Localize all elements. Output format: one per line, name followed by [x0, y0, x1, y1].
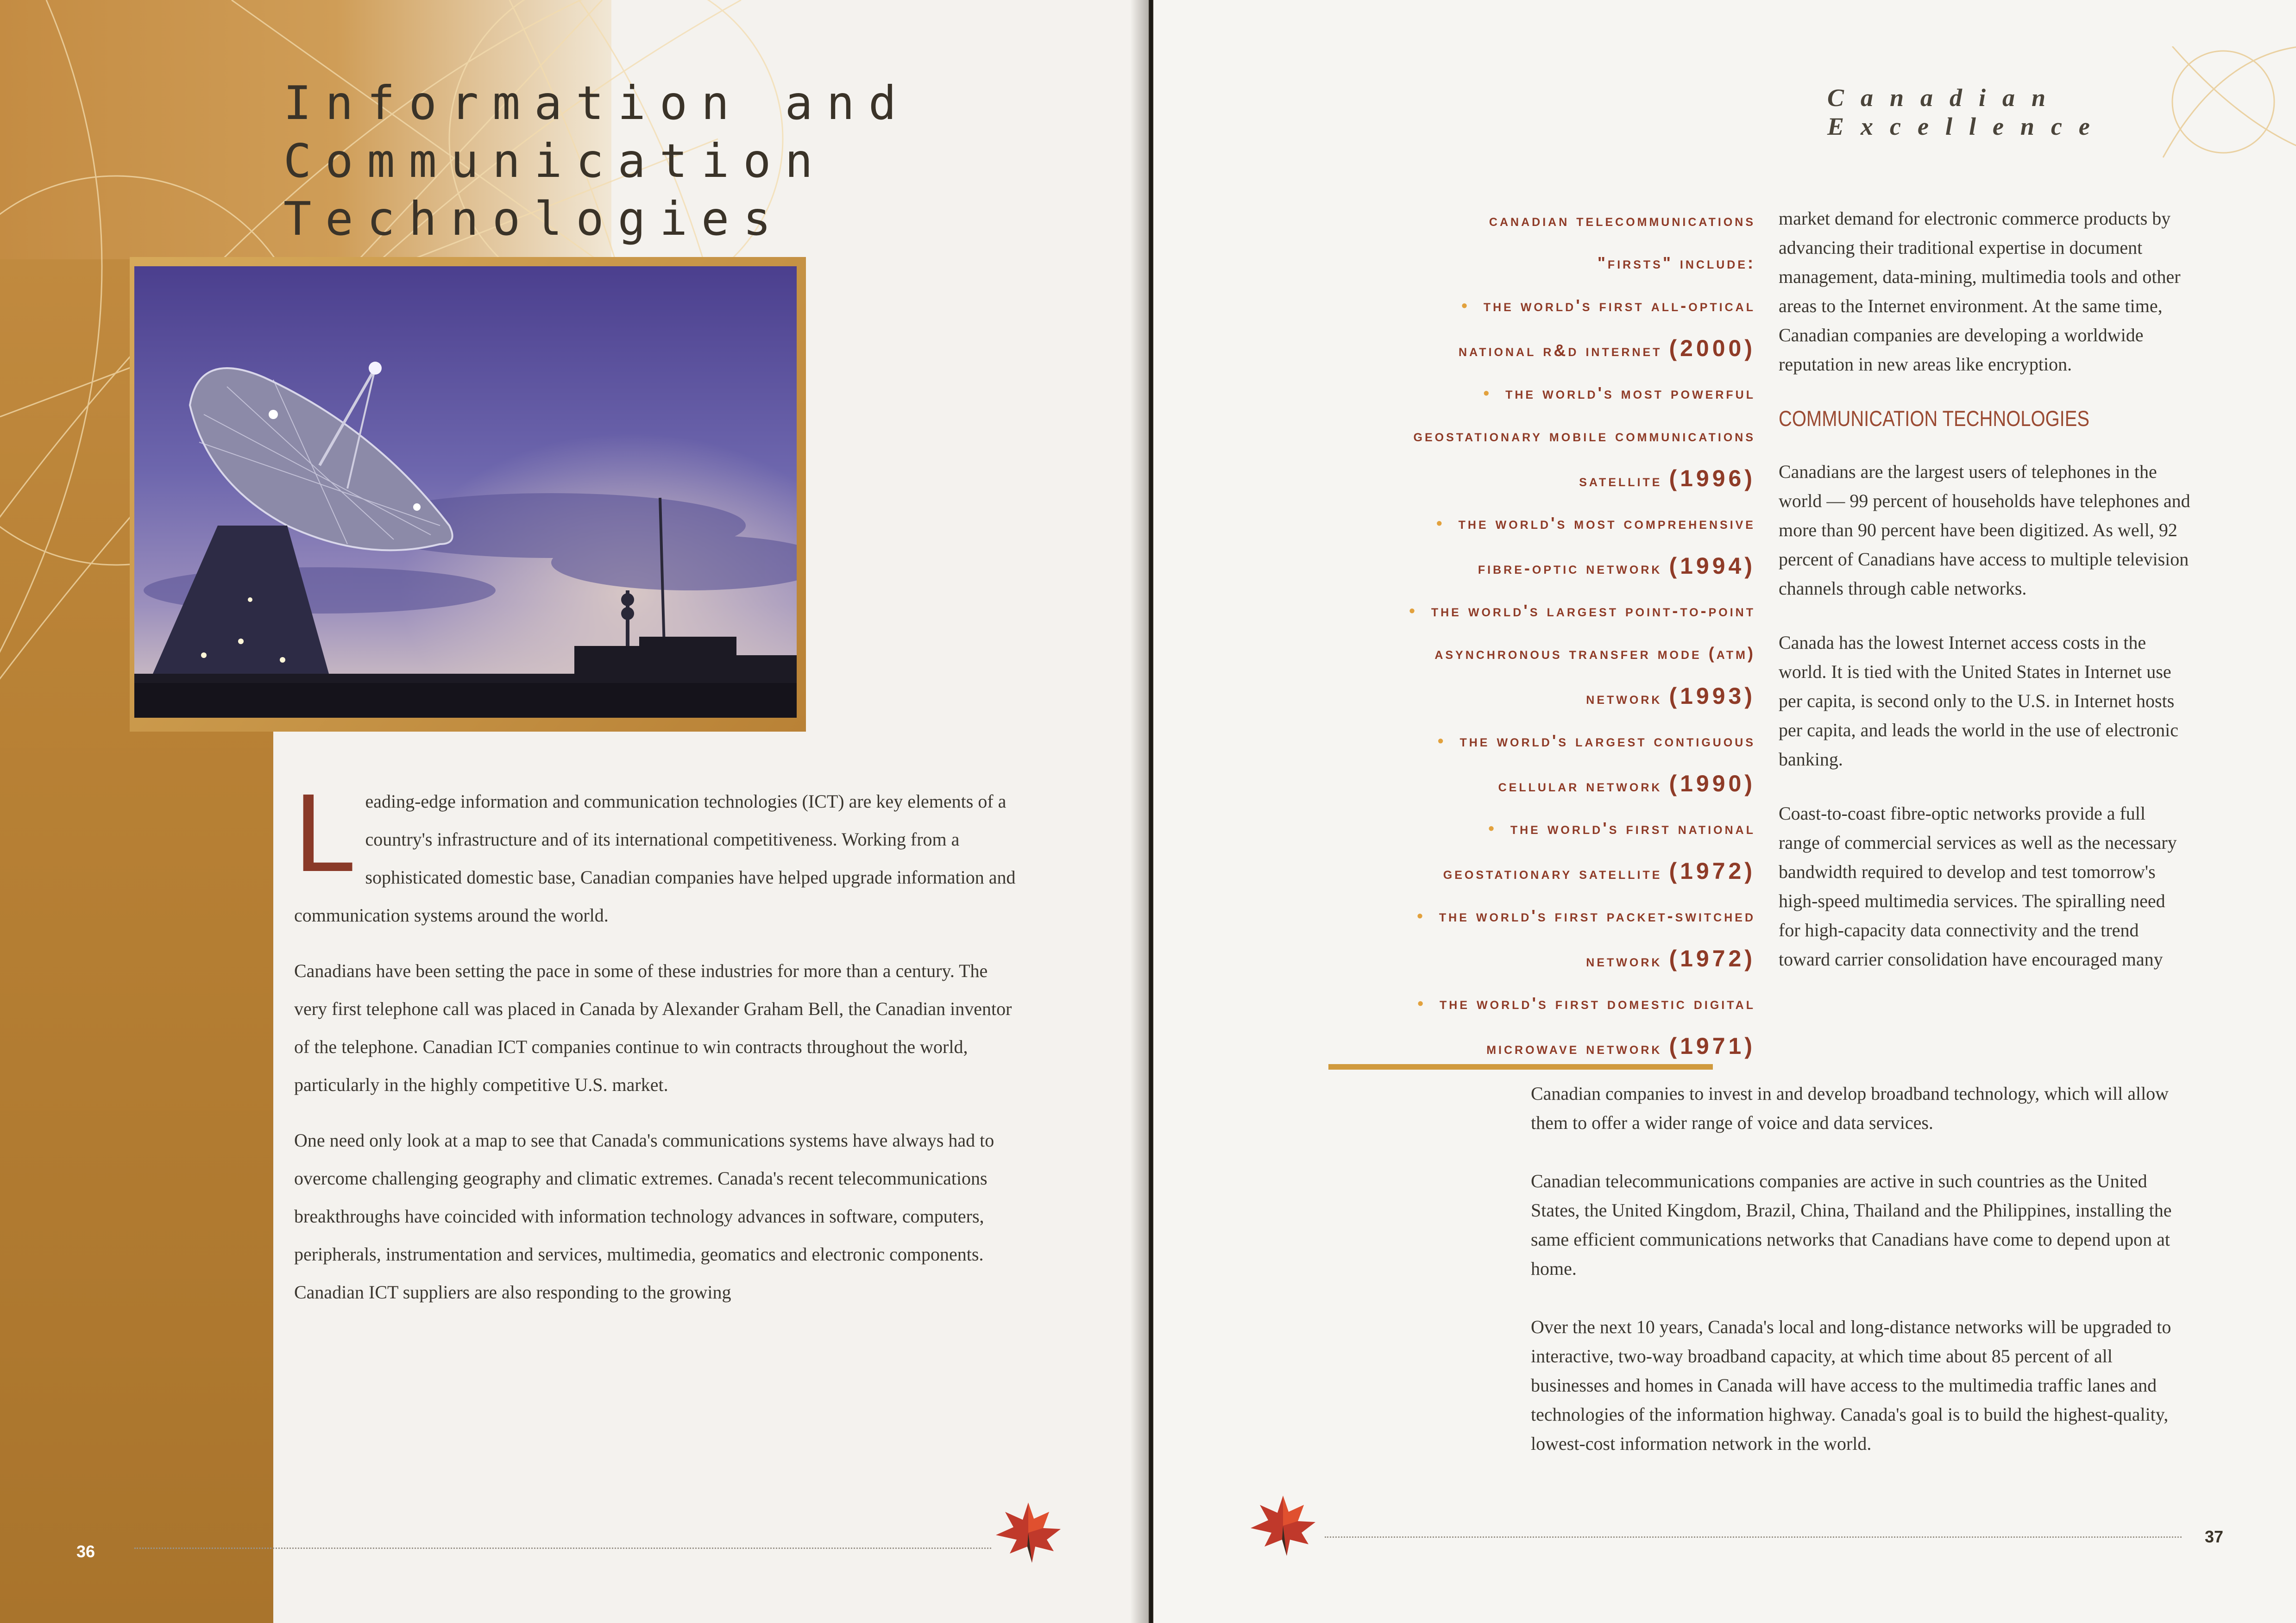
page-number-left: 36: [76, 1542, 95, 1561]
list-item: asynchronous transfer mode (atm): [1434, 644, 1755, 663]
list-item: network (1972): [1586, 946, 1755, 971]
paragraph: market demand for electronic commerce products by advancing their traditional expertise in document management, data-mining, multimedia tools and other areas to the Internet environment. At the same time, Canadian companies are developing a worldwide reputation in new areas like encryption.: [1779, 208, 2181, 375]
intro-text: eading-edge information and communication technologies (ICT) are key elements of a country's infrastructure and of its international competitiveness. Working from a sophisticated domestic base, Canadian companies have helped upgrade information and communication systems around the world.: [294, 791, 1016, 926]
bullet-icon: •: [1417, 906, 1425, 925]
paragraph: Canadians are the largest users of telephones in the world — 99 percent of households have telephones and more than 90 percent have been digitized. As well, 92 percent of Canadians have access to multiple television channels through cable networks.: [1779, 461, 2190, 599]
intro-paragraph: [294, 771, 1017, 934]
footer-rule-right: [1325, 1536, 2182, 1538]
list-item: fibre-optic network (1994): [1478, 553, 1755, 579]
sidebar-underline: [1328, 1064, 1713, 1070]
section-heading: COMMUNICATION TECHNOLOGIES: [1779, 406, 2090, 431]
list-item: • the world's first domestic digital: [1417, 994, 1755, 1013]
list-item: • the world's largest point-to-point: [1409, 601, 1755, 620]
bullet-icon: •: [1436, 514, 1445, 533]
page-title: [283, 74, 978, 248]
list-item: national r&d internet (2000): [1459, 335, 1755, 361]
bullet-icon: •: [1437, 731, 1446, 750]
paragraph: Canadian companies to invest in and develop broadband technology, which will allow them to offer a wider range of voice and data services.: [1531, 1083, 2169, 1133]
right-wide-text: [1531, 1079, 2189, 1487]
list-item: network (1993): [1586, 683, 1755, 709]
list-item: • the world's first all-optical: [1461, 296, 1755, 315]
bullet-icon: •: [1409, 601, 1417, 620]
bullet-icon: •: [1488, 819, 1497, 838]
bullet-icon: •: [1461, 296, 1470, 315]
list-item: • the world's first packet-switched: [1417, 906, 1755, 925]
paragraph: Canadians have been setting the pace in some of these industries for more than a century. The very first telephone call was placed in Canada by Alexander Graham Bell, the Canadian inventor of the telephone. Canadian ICT companies continue to win contracts throughout the world, particularly in the highly competitive U.S. market.: [294, 960, 1012, 1095]
paragraph: One need only look at a map to see that Canada's communications systems have always had to overcome challenging geography and climatic extremes. Canada's recent telecommunications breakthroughs have coincided with information technology advances in software, computers, peripherals, instrumentation and services, multimedia, geomatics and electronic components. Canadian ICT suppliers are also responding to the growing: [294, 1130, 994, 1303]
maple-leaf-icon: [991, 1500, 1065, 1565]
paragraph: Canadian telecommunications companies are active in such countries as the United States, the United Kingdom, Brazil, China, Thailand and the Philippines, installing the same efficient communications networks that Canadians have come to depend upon at home.: [1531, 1171, 2172, 1279]
satellite-dish-photo: [134, 266, 797, 718]
paragraph: Over the next 10 years, Canada's local and long-distance networks will be upgraded to interactive, two-way broadband capacity, at which time about 85 percent of all businesses and homes in Canada will have access to the multimedia traffic lanes and technologies of the information highway. Canada's goal is to build the highest-quality, lowest-cost information network in the world.: [1531, 1316, 2171, 1454]
list-item: geostationary mobile communications: [1413, 426, 1755, 445]
bullet-icon: •: [1417, 994, 1426, 1013]
maple-leaf-icon: [1246, 1493, 1320, 1558]
telecom-firsts-sidebar: [1251, 199, 1755, 1070]
running-head: Canadian Excellence: [1827, 84, 2107, 140]
list-item: satellite (1996): [1579, 465, 1755, 491]
right-column-text: [1779, 204, 2191, 999]
drop-cap: L: [294, 771, 356, 895]
list-item: • the world's first national: [1488, 819, 1755, 838]
title-line-3: Technologies: [283, 192, 785, 246]
title-line-1: Information and: [283, 76, 911, 130]
list-item: geostationary satellite (1972): [1443, 858, 1755, 884]
bullet-icon: •: [1483, 383, 1492, 402]
paragraph: Coast-to-coast fibre-optic networks provide a full range of commercial services as well as the necessary bandwidth required to develop and test tomorrow's high-speed multimedia services. The spiralling need for high-capacity data connectivity and the trend toward carrier consolidation have encouraged many: [1779, 803, 2177, 970]
list-item: microwave network (1971): [1486, 1033, 1755, 1059]
list-item: • the world's most powerful: [1483, 383, 1755, 402]
list-item: cellular network (1990): [1498, 771, 1755, 796]
footer-rule-left: [134, 1548, 991, 1549]
sidebar-heading: "firsts" include:: [1597, 253, 1755, 272]
sidebar-heading: canadian telecommunications: [1489, 211, 1755, 230]
list-item: • the world's largest contiguous: [1437, 731, 1755, 750]
page-number-right: 37: [2205, 1527, 2224, 1546]
paragraph: Canada has the lowest Internet access costs in the world. It is tied with the United States in Internet use per capita, is second only to the U.S. in Internet hosts per capita, and leads the world in the use of electronic banking.: [1779, 632, 2178, 770]
title-line-2: Communication: [283, 134, 827, 188]
list-item: • the world's most comprehensive: [1436, 514, 1755, 533]
left-body-text: [294, 771, 1017, 1329]
